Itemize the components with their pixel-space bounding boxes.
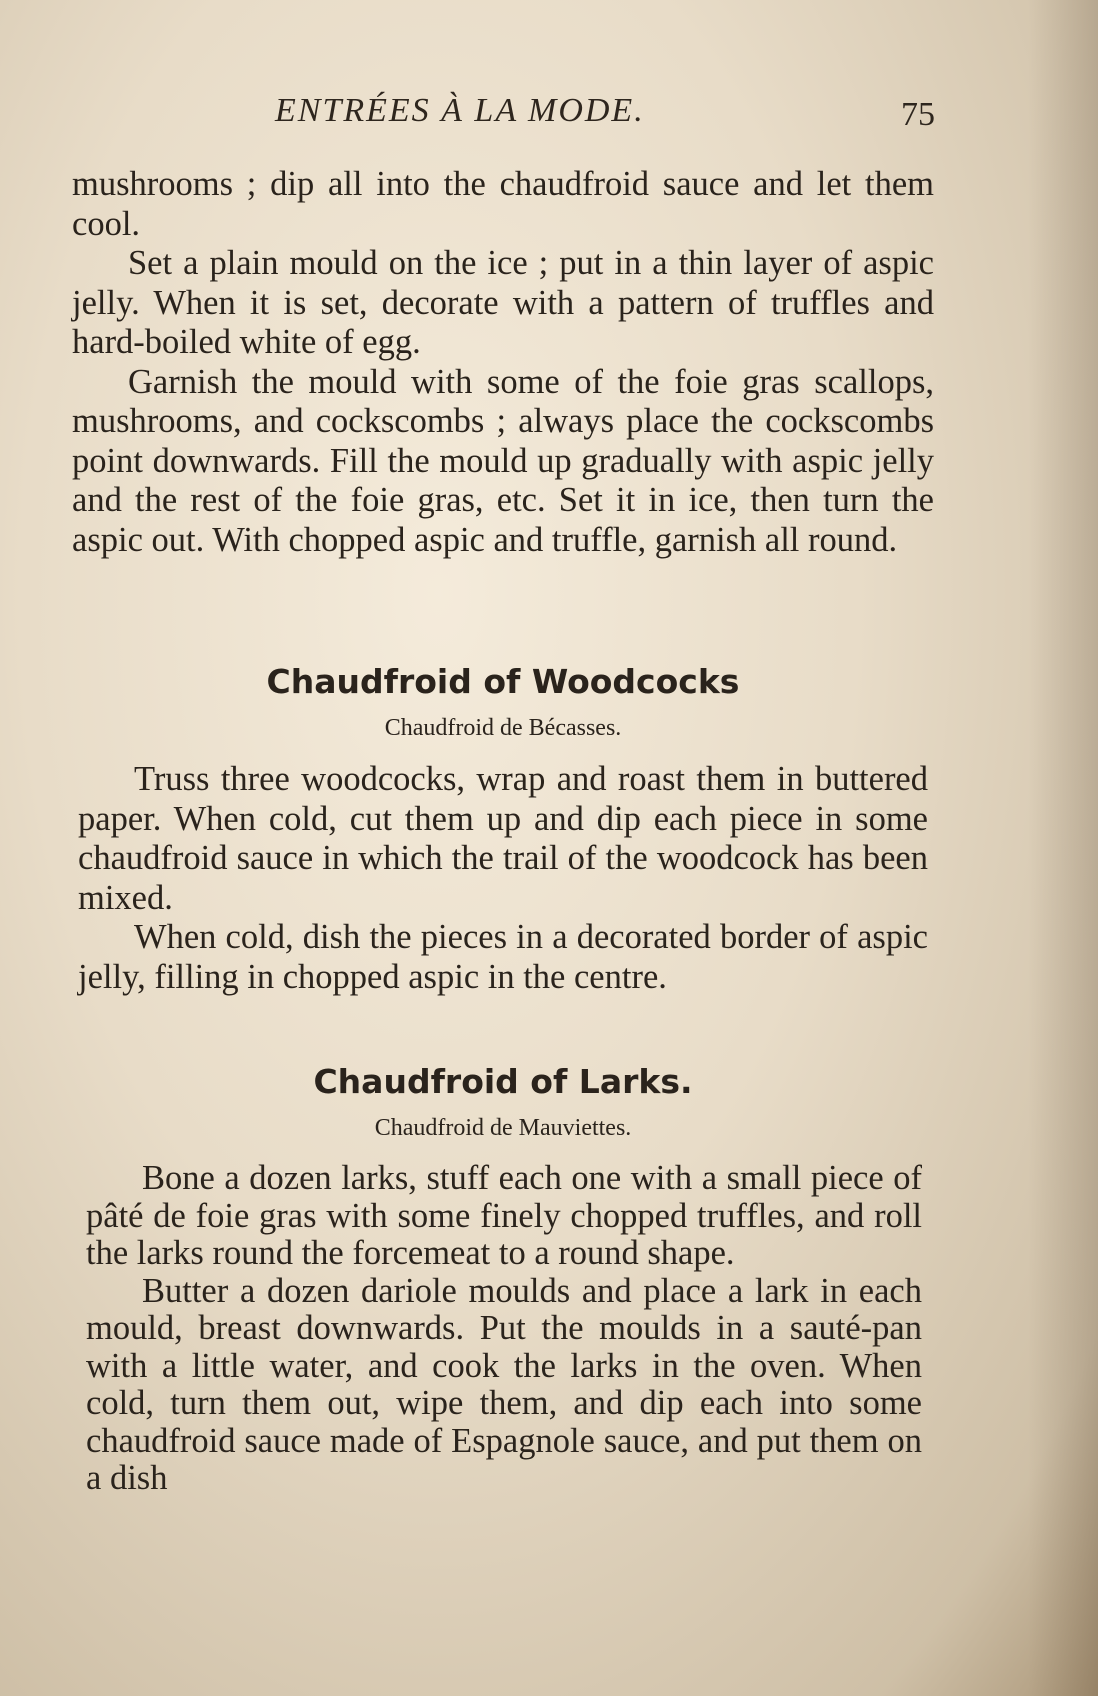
recipe-title-larks: Chaudfroid of Larks. xyxy=(313,1062,693,1101)
recipe-title-woodcocks: Chaudfroid of Woodcocks xyxy=(266,662,740,701)
paragraph: Set a plain mould on the ice ; put in a thin layer of aspic jelly. When it is set, decorate with a pattern of truffles and hard-boiled white of egg. xyxy=(72,244,934,361)
recipe-body-larks xyxy=(86,1160,922,1498)
page-number: 75 xyxy=(901,96,935,133)
paragraph: When cold, dish the pieces in a decorated border of aspic jelly, filling in chopped aspic in the centre. xyxy=(78,918,928,996)
recipe-subtitle-larks: Chaudfroid de Mauviettes. xyxy=(374,1115,632,1141)
paragraph: Truss three woodcocks, wrap and roast them in buttered paper. When cold, cut them up and dip each piece in some chaudfroid sauce in which the trail of the woodcock has been mixed. xyxy=(78,760,928,917)
recipe-subtitle-woodcocks: Chaudfroid de Bécasses. xyxy=(384,715,622,741)
paragraph: Bone a dozen larks, stuff each one with a small piece of pâté de foie gras with some finely chopped truffles, and roll the larks round the forcemeat to a round shape. xyxy=(86,1159,922,1272)
running-head xyxy=(75,92,935,136)
continued-section xyxy=(72,165,934,560)
paragraph: Garnish the mould with some of the foie gras scallops, mushrooms, and cockscombs ; always place the cockscombs point downwards. Fill the mould up gradually with aspic jelly and the rest of the foie gras, etc. Set it in ice, then turn the aspic out. With chopped aspic and truffle, garnish all round. xyxy=(72,362,934,559)
paragraph: mushrooms ; dip all into the chaudfroid sauce and let them cool. xyxy=(72,165,934,243)
running-title: ENTRÉES À LA MODE. xyxy=(275,92,645,129)
paragraph: Butter a dozen dariole moulds and place a lark in each mould, breast downwards. Put the moulds in a sauté-pan with a little water, and cook the larks in the oven. When cold, turn them out, wipe them, and dip each into some chaudfroid sauce made of Espagnole sauce, and put them on a dish xyxy=(86,1271,922,1497)
recipe-body-woodcocks xyxy=(78,760,928,997)
